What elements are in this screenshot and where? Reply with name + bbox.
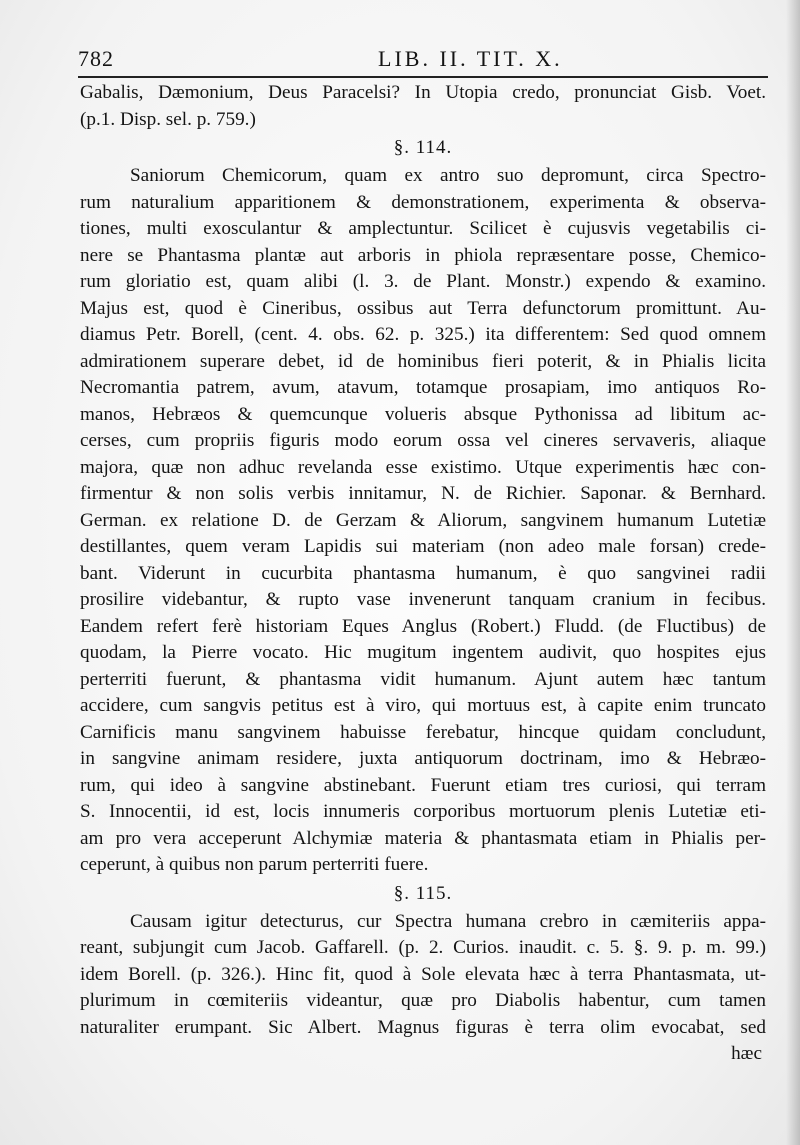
catchword: hæc <box>731 1043 762 1064</box>
running-head <box>78 44 768 78</box>
text-line: manos, Hebræos & quemcunque volueris absque Pythonissa ad libitum ac- <box>80 403 766 425</box>
text-line: quodam, la Pierre vocato. Hic mugitum ingentem audivit, quo hospites ejus <box>80 642 766 663</box>
text-line: German. ex relatione D. de Gerzam & Aliorum, sangvinem humanum Lutetiæ <box>80 509 766 531</box>
body-text <box>80 80 766 1068</box>
text-line: S. Innocentii, id est, locis innumeris corporibus mortuorum plenis Lutetiæ eti- <box>80 801 766 822</box>
running-title: LIB. II. TIT. X. <box>378 46 563 71</box>
text-line: Necromantia patrem, avum, atavum, totamque prosapiam, imo antiquos Ro- <box>80 377 766 398</box>
text-line: rum gloriatio est, quam alibi (l. 3. de Plant. Monstr.) expendo & examino. <box>80 271 766 292</box>
text-line: Saniorum Chemicorum, quam ex antro suo depromunt, circa Spectro- <box>130 165 766 186</box>
text-line: cerses, cum propriis figuris modo eorum ossa vel cineres servaveris, aliaque <box>80 430 766 451</box>
section-heading: §. 114. <box>393 137 453 158</box>
text-line: nere se Phantasma plantæ aut arboris in phiola repræsentare posse, Chemico- <box>80 244 766 266</box>
page-number: 782 <box>78 46 114 71</box>
text-line: diamus Petr. Borell, (cent. 4. obs. 62. p. 325.) ita differentem: Sed quod omnem <box>80 324 766 345</box>
text-line: accidere, cum sangvis petitus est à viro, qui mortuus est, à capite enim truncato <box>80 695 766 716</box>
section-heading: §. 115. <box>393 882 453 904</box>
text-line: Eandem refert ferè historiam Eques Anglus (Robert.) Fludd. (de Fluctibus) de <box>80 615 766 637</box>
text-line: am pro vera acceperunt Alchymiæ materia & phantasmata etiam in Phialis per- <box>80 827 766 849</box>
text-line: Causam igitur detecturus, cur Spectra humana crebro in cæmiteriis appa- <box>130 910 766 932</box>
text-line: perterriti fuerunt, & phantasma vidit humanum. Ajunt autem hæc tantum <box>80 668 766 690</box>
text-line: majora, quæ non adhuc revelanda esse existimo. Utque experimentis hæc con- <box>80 456 766 478</box>
text-line: admirationem superare debet, id de hominibus fieri poterit, & in Phialis licita <box>80 350 766 372</box>
text-line: Majus est, quod è Cineribus, ossibus aut Terra defunctorum promittunt. Au- <box>80 297 766 319</box>
text-line: in sangvine animam residere, juxta antiquorum doctrinam, imo & Hebræo- <box>80 748 766 769</box>
text-line: firmentur & non solis verbis innitamur, N. de Richier. Saponar. & Bernhard. <box>80 483 766 504</box>
text-line: Gabalis, Dæmonium, Deus Paracelsi? In Utopia credo, pronunciat Gisb. Voet. <box>80 82 766 103</box>
text-line: tiones, multi exosculantur & amplectuntur. Scilicet è cujusvis vegetabilis ci- <box>80 218 766 239</box>
text-line: plurimum in cœmiteriis videantur, quæ pro Diabolis habentur, cum tamen <box>80 990 766 1011</box>
text-line: rum, qui ideo à sangvine abstinebant. Fuerunt etiam tres curiosi, qui terram <box>80 774 766 796</box>
text-line: destillantes, quem veram Lapidis sui materiam (non adeo male forsan) crede- <box>80 536 766 557</box>
text-line: Carnificis manu sangvinem habuisse ferebatur, hincque quidam concludunt, <box>80 721 766 743</box>
text-line: reant, subjungit cum Jacob. Gaffarell. (p. 2. Curios. inaudit. c. 5. §. 9. p. m. 99.) <box>80 937 766 958</box>
text-line: naturaliter erumpant. Sic Albert. Magnus figuras è terra olim evocabat, sed <box>80 1016 766 1038</box>
text-line: ceperunt, à quibus non parum perterriti fuere. <box>80 854 429 875</box>
text-line: bant. Viderunt in cucurbita phantasma humanum, è quo sangvinei radii <box>80 562 766 584</box>
text-line: prosilire videbantur, & rupto vase invenerunt tanquam cranium in fecibus. <box>80 589 766 610</box>
page-gutter-shadow <box>786 0 800 1145</box>
text-line: idem Borell. (p. 326.). Hinc fit, quod à Sole elevata hæc à terra Phantasmata, ut- <box>80 963 766 985</box>
text-line: (p.1. Disp. sel. p. 759.) <box>80 108 256 130</box>
text-line: rum naturalium apparitionem & demonstrationem, experimenta & observa- <box>80 191 766 213</box>
